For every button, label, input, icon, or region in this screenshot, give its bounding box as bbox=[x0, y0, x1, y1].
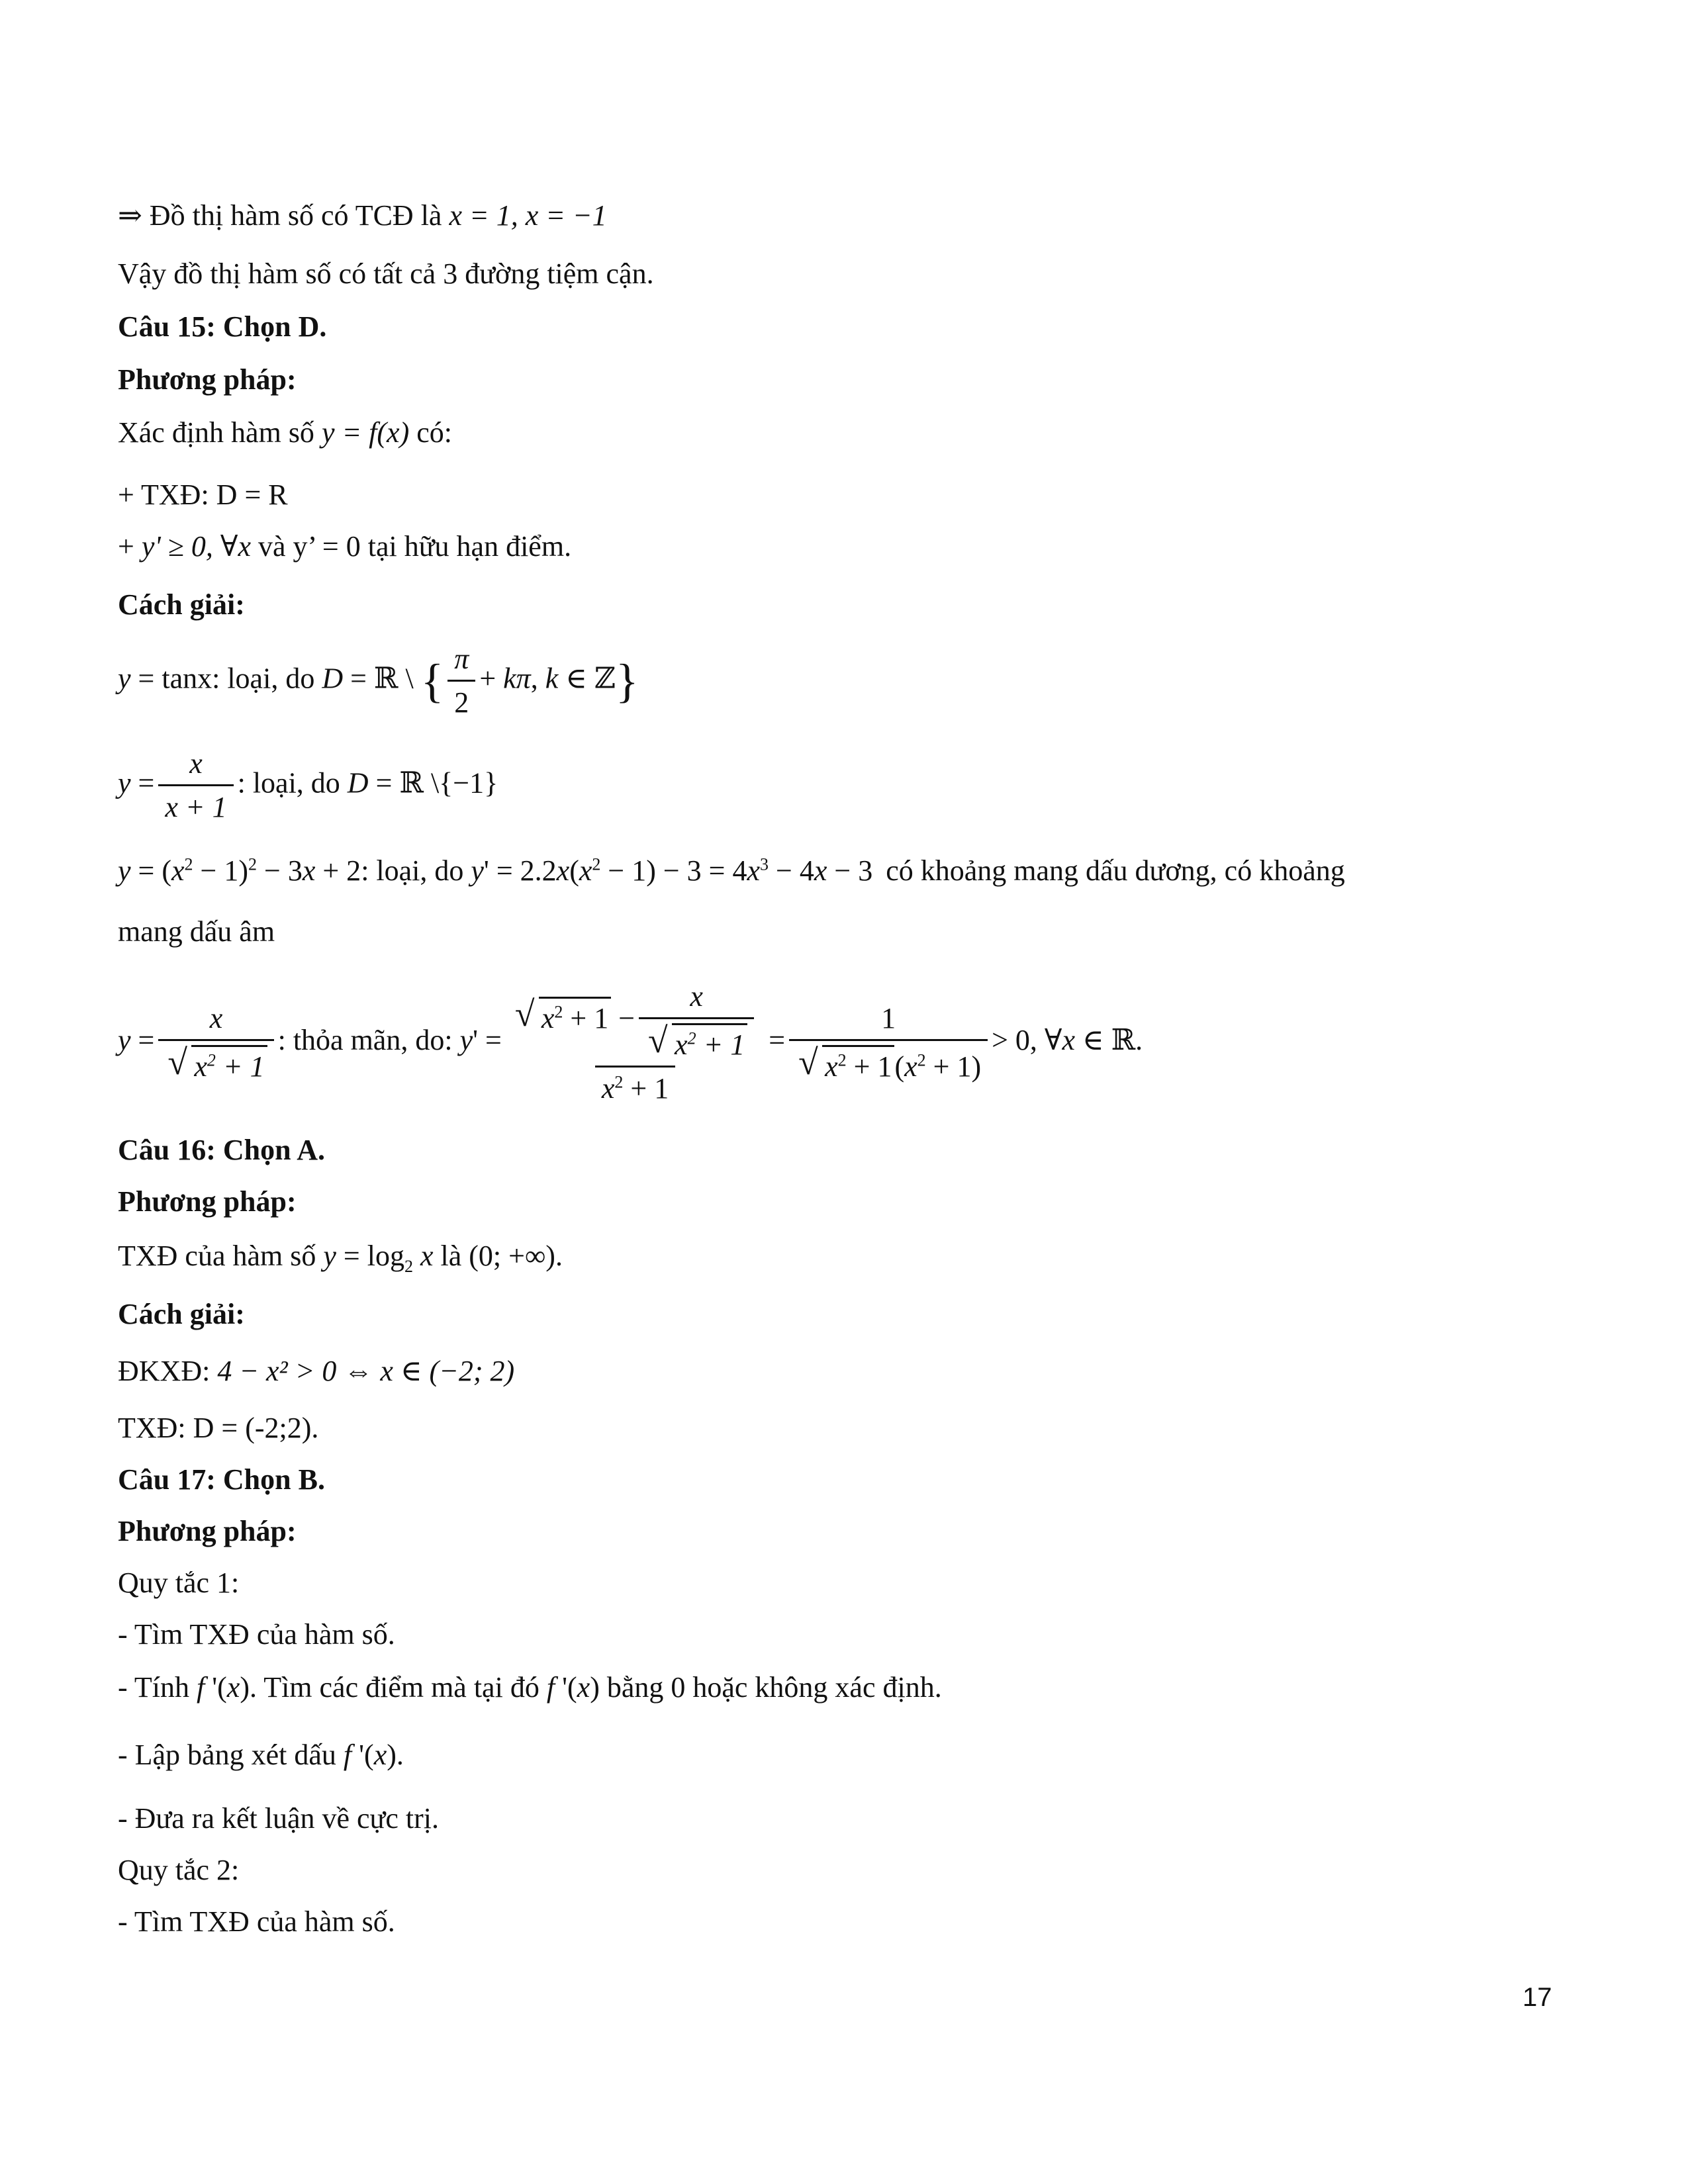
q17-step3-text: - Lập bảng xét dấu bbox=[118, 1739, 336, 1771]
q15-case2: y = $\frac{x}{x + 1}$ : loại, do D = ℝ \{−1} bbox=[118, 747, 498, 825]
q17-rule2: Quy tắc 2: bbox=[118, 1854, 240, 1886]
q15-intro-expr: y = f(x) bbox=[321, 416, 410, 449]
q15-cond2-text: và y’ = 0 tại hữu hạn điểm. bbox=[258, 530, 572, 563]
q15-intro-text: Xác định hàm số bbox=[118, 416, 314, 449]
q16-dkxd-expr: 4 − x² > 0 ⇔ x ∈ (−2; 2) bbox=[217, 1355, 515, 1387]
q15-case3-tail: có khoảng mang dấu dương, có khoảng bbox=[886, 854, 1345, 887]
q17-rule1: Quy tắc 1: bbox=[118, 1567, 240, 1599]
q16-solution-heading: Cách giải: bbox=[118, 1298, 245, 1330]
q15-case4: y = x √ $x^2 + 1$ : thỏa mãn, do: y' = √ $x^2 + 1$ − x √ $x^2 + 1$ $x^2 + 1$ = 1 √ $x^2 + 1(x^2 + 1)$ > 0, ∀x ∈ ℝ. bbox=[118, 979, 1143, 1106]
q15-case4-text: : thỏa mãn, do: bbox=[277, 1023, 453, 1056]
q15-cond2-prefix: + bbox=[118, 530, 134, 563]
q17-step2-c: bằng 0 hoặc không xác định. bbox=[606, 1671, 942, 1704]
q15-case3-cont: mang dấu âm bbox=[118, 915, 275, 948]
q15-cond1: + TXĐ: D = R bbox=[118, 478, 288, 511]
q16-method-interval: (0; +∞). bbox=[469, 1240, 563, 1272]
q15-method-heading: Phương pháp: bbox=[118, 363, 297, 396]
page-number: 17 bbox=[1523, 1983, 1552, 2012]
q17-heading: Câu 17: Chọn B. bbox=[118, 1463, 325, 1496]
q16-method-heading: Phương pháp: bbox=[118, 1185, 297, 1218]
q17-step2-b: . Tìm các điểm mà tại đó bbox=[249, 1671, 539, 1704]
q15-cond2-expr: y' ≥ 0, ∀x bbox=[141, 530, 251, 563]
q17-r1-step2: - Tính f '(x). Tìm các điểm mà tại đó f '(x) bằng 0 hoặc không xác định. bbox=[118, 1671, 942, 1704]
q16-dkxd bbox=[118, 1354, 514, 1389]
q16-method: TXĐ của hàm số $y = \log_2 x$ là (0; +∞). bbox=[118, 1240, 563, 1276]
q17-r1-step3: - Lập bảng xét dấu f '(x). bbox=[118, 1739, 404, 1771]
q16-method-text: TXĐ của hàm số bbox=[118, 1240, 316, 1272]
q16-txd: TXĐ: D = (-2;2). bbox=[118, 1412, 319, 1444]
q15-cond2 bbox=[118, 529, 571, 565]
q15-case3: $y = (x^2 - 1)^2 - 3x + 2$: loại, do $y' = 2.2x(x^2 - 1) - 3 = 4x^3 - 4x - 3$ có khoảng mang dấu dương, có khoảng bbox=[118, 854, 1345, 887]
q16-dkxd-label: ĐKXĐ: bbox=[118, 1355, 211, 1387]
tcd-expression: x = 1, x = −1 bbox=[449, 199, 607, 232]
q15-heading: Câu 15: Chọn D. bbox=[118, 310, 327, 343]
q17-method-heading: Phương pháp: bbox=[118, 1515, 297, 1547]
q16-heading: Câu 16: Chọn A. bbox=[118, 1134, 325, 1166]
q15-method-intro bbox=[118, 416, 452, 451]
q15-case1: y = tanx: loại, do D = ℝ \ { $\frac{\pi}{2}$ + kπ, k ∈ ℤ} bbox=[118, 642, 639, 721]
conclusion-asymptotes: Vậy đồ thị hàm số có tất cả 3 đường tiệm cận. bbox=[118, 257, 654, 290]
q17-r1-step1: - Tìm TXĐ của hàm số. bbox=[118, 1618, 395, 1651]
q17-step2-a: - Tính bbox=[118, 1671, 189, 1704]
q15-case1-text: : loại, do bbox=[212, 662, 315, 695]
q17-r1-step4: - Đưa ra kết luận về cực trị. bbox=[118, 1802, 440, 1835]
line-tcd bbox=[118, 199, 607, 234]
q15-case3-text: : loại, do bbox=[361, 854, 464, 887]
q15-solution-heading: Cách giải: bbox=[118, 588, 245, 621]
q15-case2-text: : loại, do bbox=[237, 766, 340, 799]
q17-r2-step1: - Tìm TXĐ của hàm số. bbox=[118, 1905, 395, 1938]
q15-intro-end: có: bbox=[416, 416, 452, 449]
tcd-text: Đồ thị hàm số có TCĐ là bbox=[149, 199, 442, 232]
implies-symbol: ⇒ bbox=[118, 199, 142, 232]
q16-method-la: là bbox=[440, 1240, 462, 1272]
